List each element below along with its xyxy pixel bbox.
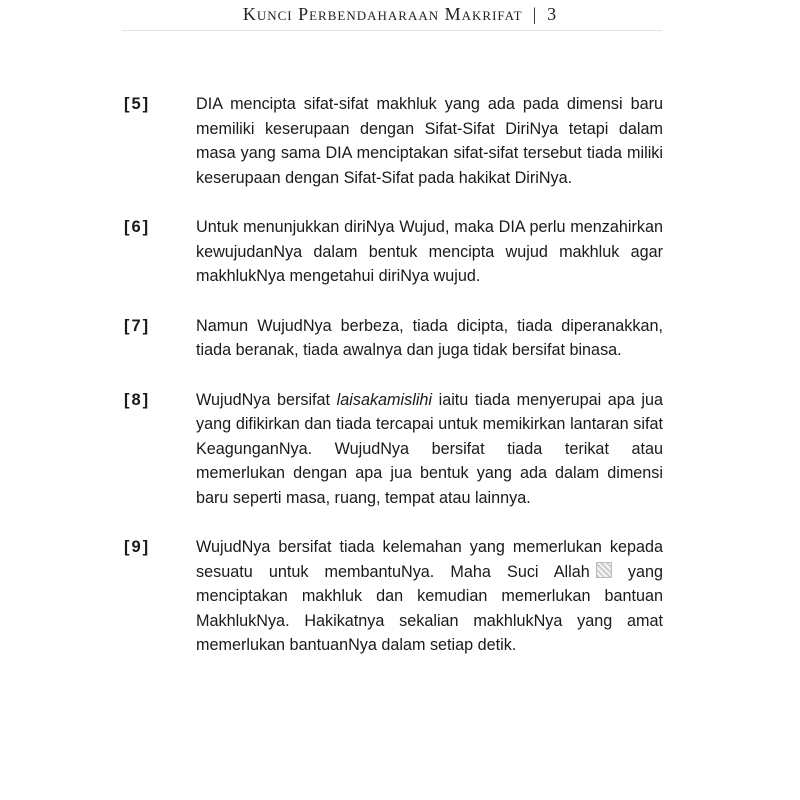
- header-rule: [122, 30, 662, 31]
- paragraph-number: [7]: [124, 316, 151, 335]
- text-segment: WujudNya bersifat tiada kelemahan yang memerlukan kepada sesuatu untuk membantuNya. Maha Suci Allah: [196, 538, 663, 581]
- paragraph-text: Untuk menunjukkan diriNya Wujud, maka DIA perlu menzahirkan kewujudanNya dalam bentuk mencipta wujud makhluk agar makhlukNya mengetahui diriNya wujud.: [196, 218, 663, 285]
- honorific-glyph-icon: [596, 562, 612, 578]
- paragraph-7: [124, 314, 664, 363]
- page-number: 3: [547, 4, 558, 24]
- paragraph-number: [6]: [124, 218, 151, 236]
- paragraph-text: [196, 388, 663, 511]
- paragraph-number: [8]: [124, 390, 151, 409]
- header-separator: |: [532, 4, 538, 24]
- text-segment: yang menciptakan makhluk dan kemudian memerlukan bantuan MakhlukNya. Hakikatnya sekalian makhlukNya yang amat memerlukan bantuanNya dalam setiap detik.: [196, 562, 663, 654]
- paragraph-6: [124, 215, 664, 289]
- text-segment: iaitu tiada menyerupai apa jua yang difikirkan dan tiada tercapai untuk memikirkan lantaran sifat KeagunganNya. WujudNya bersifat tiada terikat atau memerlukan dengan apa jua bentuk yang ada dalam dimensi baru seperti masa, ruang, tempat atau lainnya.: [196, 390, 663, 507]
- header-title: Kunci Perbendaharaan Makrifat: [242, 4, 523, 24]
- text-segment: WujudNya bersifat: [196, 390, 337, 409]
- paragraph-number: [9]: [124, 538, 151, 556]
- paragraph-5: [124, 92, 664, 190]
- paragraph-number: [5]: [124, 95, 151, 113]
- paragraph-text: [196, 535, 663, 658]
- paragraph-text: DIA mencipta sifat-sifat makhluk yang ada pada dimensi baru memiliki keserupaan dengan Sifat-Sifat DiriNya tetapi dalam masa yang sama DIA menciptakan sifat-sifat tersebut tiada miliki keserupaan dengan Sifat-Sifat pada hakikat DiriNya.: [196, 95, 663, 187]
- page-body: [124, 92, 664, 683]
- italic-term: laisakamislihi: [336, 390, 433, 409]
- paragraph-8: [124, 388, 664, 511]
- paragraph-text: Namun WujudNya berbeza, tiada dicipta, tiada diperanakkan, tiada beranak, tiada awalnya dan juga tidak bersifat binasa.: [196, 316, 663, 359]
- paragraph-9: [124, 535, 664, 658]
- running-header: [0, 4, 800, 25]
